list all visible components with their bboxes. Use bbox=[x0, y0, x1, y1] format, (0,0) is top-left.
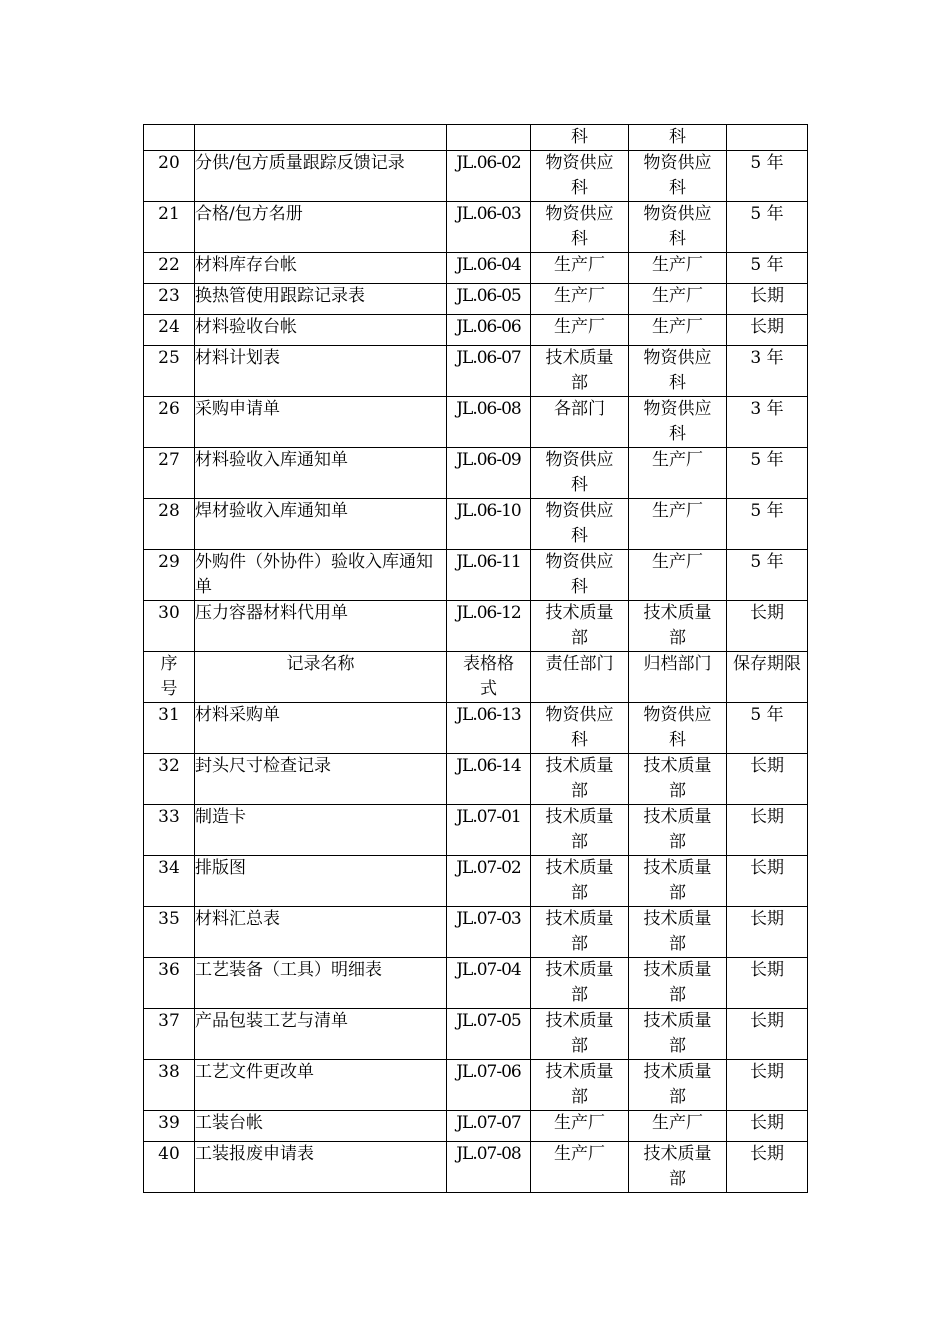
seq-cell bbox=[144, 125, 195, 151]
header-code: 表格格式 bbox=[447, 652, 531, 703]
archive-cell: 生产厂 bbox=[629, 550, 727, 601]
name-cell: 材料汇总表 bbox=[195, 907, 447, 958]
seq-cell: 37 bbox=[144, 1009, 195, 1060]
code-cell: JL.07-08 bbox=[447, 1142, 531, 1193]
table-row bbox=[144, 499, 808, 550]
archive-cell: 生产厂 bbox=[629, 448, 727, 499]
code-cell bbox=[447, 125, 531, 151]
code-cell: JL.06-12 bbox=[447, 601, 531, 652]
seq-cell: 20 bbox=[144, 151, 195, 202]
dept-cell: 技术质量部 bbox=[531, 958, 629, 1009]
name-cell: 材料计划表 bbox=[195, 346, 447, 397]
table-row bbox=[144, 856, 808, 907]
table-row bbox=[144, 703, 808, 754]
code-cell: JL.06-03 bbox=[447, 202, 531, 253]
table-row bbox=[144, 315, 808, 346]
table-header-row bbox=[144, 652, 808, 703]
code-cell: JL.07-03 bbox=[447, 907, 531, 958]
keep-cell: 长期 bbox=[727, 315, 808, 346]
name-cell: 材料验收台帐 bbox=[195, 315, 447, 346]
name-cell: 工艺文件更改单 bbox=[195, 1060, 447, 1111]
archive-cell: 生产厂 bbox=[629, 253, 727, 284]
name-cell: 焊材验收入库通知单 bbox=[195, 499, 447, 550]
archive-cell: 科 bbox=[629, 125, 727, 151]
dept-cell: 生产厂 bbox=[531, 284, 629, 315]
name-cell: 工艺装备（工具）明细表 bbox=[195, 958, 447, 1009]
records-table bbox=[143, 124, 808, 1193]
name-cell: 材料验收入库通知单 bbox=[195, 448, 447, 499]
table-row bbox=[144, 202, 808, 253]
code-cell: JL.06-02 bbox=[447, 151, 531, 202]
seq-cell: 26 bbox=[144, 397, 195, 448]
seq-cell: 35 bbox=[144, 907, 195, 958]
seq-cell: 29 bbox=[144, 550, 195, 601]
name-cell: 工装台帐 bbox=[195, 1111, 447, 1142]
name-cell: 材料库存台帐 bbox=[195, 253, 447, 284]
keep-cell: 长期 bbox=[727, 856, 808, 907]
name-cell: 换热管使用跟踪记录表 bbox=[195, 284, 447, 315]
code-cell: JL.06-09 bbox=[447, 448, 531, 499]
name-cell: 外购件（外协件）验收入库通知单 bbox=[195, 550, 447, 601]
code-cell: JL.07-07 bbox=[447, 1111, 531, 1142]
dept-cell: 物资供应科 bbox=[531, 448, 629, 499]
archive-cell: 技术质量部 bbox=[629, 958, 727, 1009]
code-cell: JL.07-05 bbox=[447, 1009, 531, 1060]
seq-cell: 23 bbox=[144, 284, 195, 315]
seq-cell: 38 bbox=[144, 1060, 195, 1111]
archive-cell: 物资供应科 bbox=[629, 346, 727, 397]
keep-cell: 长期 bbox=[727, 601, 808, 652]
keep-cell: 长期 bbox=[727, 805, 808, 856]
dept-cell: 技术质量部 bbox=[531, 601, 629, 652]
seq-cell: 40 bbox=[144, 1142, 195, 1193]
keep-cell: 5 年 bbox=[727, 499, 808, 550]
keep-cell: 长期 bbox=[727, 907, 808, 958]
keep-cell: 5 年 bbox=[727, 703, 808, 754]
keep-cell: 5 年 bbox=[727, 202, 808, 253]
name-cell: 工装报废申请表 bbox=[195, 1142, 447, 1193]
keep-cell: 5 年 bbox=[727, 550, 808, 601]
code-cell: JL.06-04 bbox=[447, 253, 531, 284]
name-cell: 排版图 bbox=[195, 856, 447, 907]
seq-cell: 25 bbox=[144, 346, 195, 397]
archive-cell: 技术质量部 bbox=[629, 754, 727, 805]
table-row bbox=[144, 1009, 808, 1060]
dept-cell: 生产厂 bbox=[531, 315, 629, 346]
code-cell: JL.06-14 bbox=[447, 754, 531, 805]
dept-cell: 生产厂 bbox=[531, 253, 629, 284]
archive-cell: 技术质量部 bbox=[629, 856, 727, 907]
table-row bbox=[144, 448, 808, 499]
records-table-body bbox=[144, 125, 808, 1193]
archive-cell: 物资供应科 bbox=[629, 202, 727, 253]
keep-cell: 3 年 bbox=[727, 346, 808, 397]
seq-cell: 24 bbox=[144, 315, 195, 346]
name-cell: 材料采购单 bbox=[195, 703, 447, 754]
keep-cell: 长期 bbox=[727, 1142, 808, 1193]
dept-cell: 技术质量部 bbox=[531, 907, 629, 958]
code-cell: JL.07-01 bbox=[447, 805, 531, 856]
dept-cell: 技术质量部 bbox=[531, 856, 629, 907]
dept-cell: 生产厂 bbox=[531, 1142, 629, 1193]
keep-cell: 5 年 bbox=[727, 253, 808, 284]
table-row bbox=[144, 601, 808, 652]
code-cell: JL.07-06 bbox=[447, 1060, 531, 1111]
seq-cell: 30 bbox=[144, 601, 195, 652]
seq-cell: 36 bbox=[144, 958, 195, 1009]
keep-cell: 长期 bbox=[727, 284, 808, 315]
name-cell: 合格/包方名册 bbox=[195, 202, 447, 253]
seq-cell: 27 bbox=[144, 448, 195, 499]
header-archive: 归档部门 bbox=[629, 652, 727, 703]
archive-cell: 技术质量部 bbox=[629, 601, 727, 652]
dept-cell: 物资供应科 bbox=[531, 499, 629, 550]
table-row bbox=[144, 284, 808, 315]
code-cell: JL.07-02 bbox=[447, 856, 531, 907]
keep-cell: 5 年 bbox=[727, 448, 808, 499]
dept-cell: 生产厂 bbox=[531, 1111, 629, 1142]
dept-cell: 技术质量部 bbox=[531, 805, 629, 856]
dept-cell: 物资供应科 bbox=[531, 703, 629, 754]
archive-cell: 技术质量部 bbox=[629, 805, 727, 856]
table-row bbox=[144, 805, 808, 856]
archive-cell: 生产厂 bbox=[629, 1111, 727, 1142]
name-cell: 制造卡 bbox=[195, 805, 447, 856]
keep-cell bbox=[727, 125, 808, 151]
table-row bbox=[144, 958, 808, 1009]
code-cell: JL.06-13 bbox=[447, 703, 531, 754]
dept-cell: 科 bbox=[531, 125, 629, 151]
code-cell: JL.06-11 bbox=[447, 550, 531, 601]
table-row bbox=[144, 550, 808, 601]
code-cell: JL.06-05 bbox=[447, 284, 531, 315]
dept-cell: 技术质量部 bbox=[531, 346, 629, 397]
name-cell: 压力容器材料代用单 bbox=[195, 601, 447, 652]
dept-cell: 物资供应科 bbox=[531, 202, 629, 253]
dept-cell: 技术质量部 bbox=[531, 754, 629, 805]
table-row bbox=[144, 346, 808, 397]
archive-cell: 物资供应科 bbox=[629, 397, 727, 448]
seq-cell: 33 bbox=[144, 805, 195, 856]
name-cell: 采购申请单 bbox=[195, 397, 447, 448]
dept-cell: 物资供应科 bbox=[531, 151, 629, 202]
archive-cell: 物资供应科 bbox=[629, 151, 727, 202]
seq-cell: 21 bbox=[144, 202, 195, 253]
name-cell: 封头尺寸检查记录 bbox=[195, 754, 447, 805]
name-cell bbox=[195, 125, 447, 151]
archive-cell: 生产厂 bbox=[629, 315, 727, 346]
table-row bbox=[144, 397, 808, 448]
archive-cell: 技术质量部 bbox=[629, 1060, 727, 1111]
name-cell: 产品包装工艺与清单 bbox=[195, 1009, 447, 1060]
keep-cell: 长期 bbox=[727, 1060, 808, 1111]
code-cell: JL.06-10 bbox=[447, 499, 531, 550]
table-row bbox=[144, 1060, 808, 1111]
table-row bbox=[144, 253, 808, 284]
code-cell: JL.07-04 bbox=[447, 958, 531, 1009]
code-cell: JL.06-06 bbox=[447, 315, 531, 346]
keep-cell: 5 年 bbox=[727, 151, 808, 202]
dept-cell: 技术质量部 bbox=[531, 1009, 629, 1060]
table-row bbox=[144, 754, 808, 805]
dept-cell: 技术质量部 bbox=[531, 1060, 629, 1111]
archive-cell: 技术质量部 bbox=[629, 1009, 727, 1060]
seq-cell: 22 bbox=[144, 253, 195, 284]
keep-cell: 长期 bbox=[727, 1111, 808, 1142]
archive-cell: 技术质量部 bbox=[629, 907, 727, 958]
archive-cell: 物资供应科 bbox=[629, 703, 727, 754]
header-dept: 责任部门 bbox=[531, 652, 629, 703]
archive-cell: 生产厂 bbox=[629, 499, 727, 550]
table-row-continued bbox=[144, 125, 808, 151]
seq-cell: 34 bbox=[144, 856, 195, 907]
seq-cell: 31 bbox=[144, 703, 195, 754]
header-name: 记录名称 bbox=[195, 652, 447, 703]
table-row bbox=[144, 907, 808, 958]
table-row bbox=[144, 151, 808, 202]
dept-cell: 物资供应科 bbox=[531, 550, 629, 601]
keep-cell: 长期 bbox=[727, 754, 808, 805]
keep-cell: 3 年 bbox=[727, 397, 808, 448]
header-keep: 保存期限 bbox=[727, 652, 808, 703]
seq-cell: 32 bbox=[144, 754, 195, 805]
code-cell: JL.06-07 bbox=[447, 346, 531, 397]
header-seq: 序号 bbox=[144, 652, 195, 703]
name-cell: 分供/包方质量跟踪反馈记录 bbox=[195, 151, 447, 202]
code-cell: JL.06-08 bbox=[447, 397, 531, 448]
seq-cell: 39 bbox=[144, 1111, 195, 1142]
seq-cell: 28 bbox=[144, 499, 195, 550]
keep-cell: 长期 bbox=[727, 958, 808, 1009]
keep-cell: 长期 bbox=[727, 1009, 808, 1060]
table-row bbox=[144, 1111, 808, 1142]
dept-cell: 各部门 bbox=[531, 397, 629, 448]
archive-cell: 生产厂 bbox=[629, 284, 727, 315]
table-row bbox=[144, 1142, 808, 1193]
archive-cell: 技术质量部 bbox=[629, 1142, 727, 1193]
